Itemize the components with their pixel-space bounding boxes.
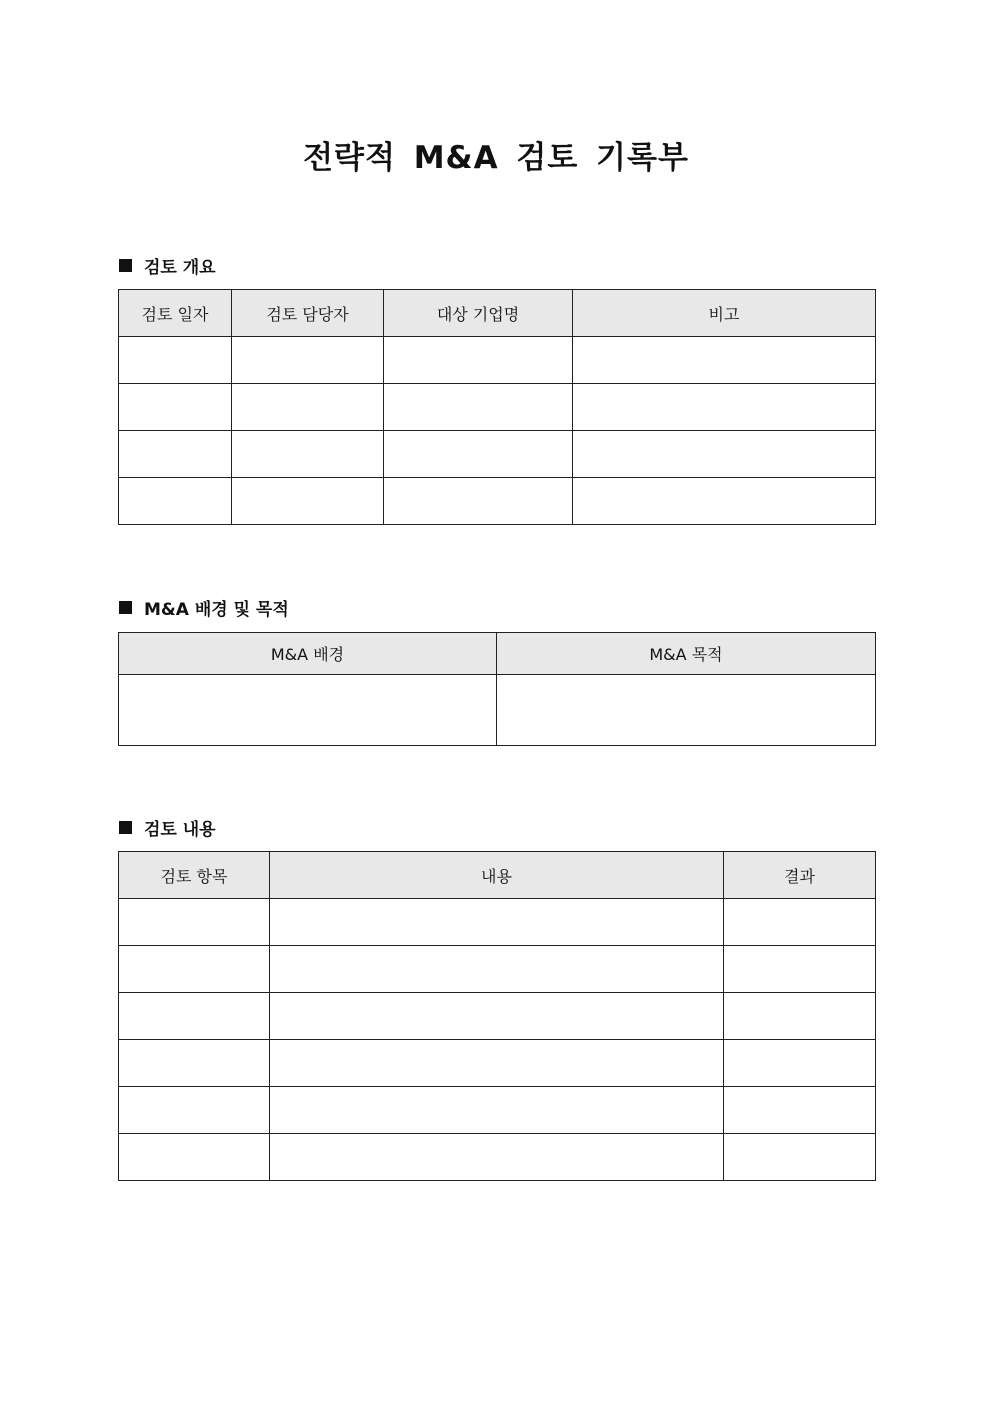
review-item-cell[interactable] <box>119 1087 270 1134</box>
purpose-cell[interactable] <box>497 675 876 746</box>
remarks-cell[interactable] <box>573 478 876 525</box>
target-company-cell[interactable] <box>384 431 573 478</box>
result-cell[interactable] <box>724 993 876 1040</box>
remarks-cell[interactable] <box>573 431 876 478</box>
reviewer-cell[interactable] <box>232 384 384 431</box>
target-company-cell[interactable] <box>384 337 573 384</box>
table-row <box>119 337 876 384</box>
result-cell[interactable] <box>724 1087 876 1134</box>
section-heading-background <box>119 595 289 619</box>
table-row <box>119 1087 876 1134</box>
content-cell[interactable] <box>270 993 724 1040</box>
column-header-result: 결과 <box>724 852 876 899</box>
remarks-cell[interactable] <box>573 384 876 431</box>
target-company-cell[interactable] <box>384 384 573 431</box>
content-cell[interactable] <box>270 1087 724 1134</box>
review-date-cell[interactable] <box>119 384 232 431</box>
review-item-cell[interactable] <box>119 899 270 946</box>
reviewer-cell[interactable] <box>232 478 384 525</box>
reviewer-cell[interactable] <box>232 337 384 384</box>
review-item-cell[interactable] <box>119 1134 270 1181</box>
table-row <box>119 946 876 993</box>
table-row <box>119 899 876 946</box>
column-header-remarks: 비고 <box>573 290 876 337</box>
section-heading-content <box>119 815 216 839</box>
section-title: 검토 개요 <box>144 257 216 278</box>
page-title: 전략적 M&A 검토 기록부 <box>303 140 689 176</box>
review-date-cell[interactable] <box>119 478 232 525</box>
column-header-background: M&A 배경 <box>119 633 497 675</box>
result-cell[interactable] <box>724 899 876 946</box>
review-item-cell[interactable] <box>119 1040 270 1087</box>
result-cell[interactable] <box>724 1040 876 1087</box>
column-header-reviewer: 검토 담당자 <box>232 290 384 337</box>
content-cell[interactable] <box>270 946 724 993</box>
background-purpose-table <box>118 632 876 746</box>
background-cell[interactable] <box>119 675 497 746</box>
column-header-review-item: 검토 항목 <box>119 852 270 899</box>
table-row <box>119 1040 876 1087</box>
table-row <box>119 1134 876 1181</box>
column-header-review-date: 검토 일자 <box>119 290 232 337</box>
content-cell[interactable] <box>270 1134 724 1181</box>
result-cell[interactable] <box>724 1134 876 1181</box>
review-date-cell[interactable] <box>119 337 232 384</box>
table-header-row <box>119 852 876 899</box>
target-company-cell[interactable] <box>384 478 573 525</box>
review-item-cell[interactable] <box>119 946 270 993</box>
section-heading-overview <box>119 253 216 277</box>
square-bullet-icon <box>119 601 132 614</box>
remarks-cell[interactable] <box>573 337 876 384</box>
column-header-content: 내용 <box>270 852 724 899</box>
content-cell[interactable] <box>270 899 724 946</box>
table-row <box>119 478 876 525</box>
content-cell[interactable] <box>270 1040 724 1087</box>
table-row <box>119 993 876 1040</box>
section-title: M&A 배경 및 목적 <box>144 599 289 620</box>
section-title: 검토 내용 <box>144 819 216 840</box>
table-row <box>119 384 876 431</box>
review-date-cell[interactable] <box>119 431 232 478</box>
table-header-row <box>119 290 876 337</box>
square-bullet-icon <box>119 821 132 834</box>
review-item-cell[interactable] <box>119 993 270 1040</box>
overview-table <box>118 289 876 525</box>
square-bullet-icon <box>119 259 132 272</box>
review-content-table <box>118 851 876 1181</box>
table-row <box>119 431 876 478</box>
table-row <box>119 675 876 746</box>
column-header-target-company: 대상 기업명 <box>384 290 573 337</box>
table-header-row <box>119 633 876 675</box>
result-cell[interactable] <box>724 946 876 993</box>
column-header-purpose: M&A 목적 <box>497 633 876 675</box>
reviewer-cell[interactable] <box>232 431 384 478</box>
